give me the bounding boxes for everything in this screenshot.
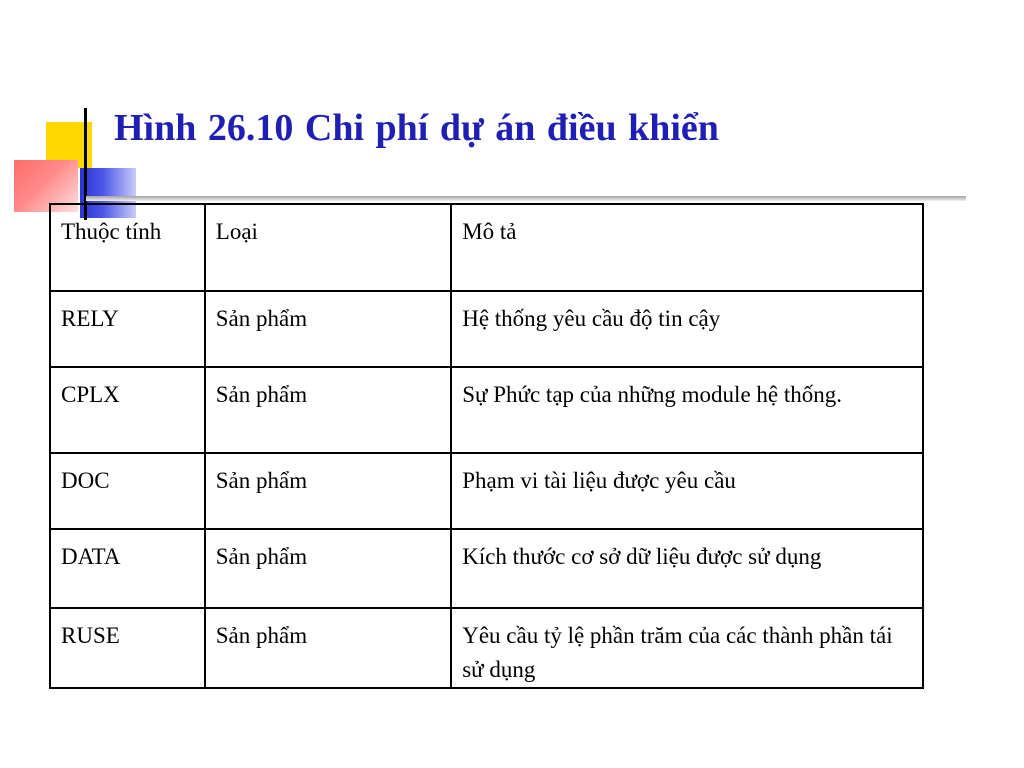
cell-description: Phạm vi tài liệu được yêu cầu [451,453,923,529]
table-header-row [50,204,923,291]
cell-attribute: RELY [50,291,205,367]
cell-attribute: RUSE [50,608,205,688]
cell-attribute: DATA [50,529,205,608]
cell-attribute: DOC [50,453,205,529]
cell-type: Sản phẩm [205,608,451,688]
table-row [50,291,923,367]
table-row [50,367,923,453]
header-cell-description: Mô tả [451,204,923,291]
attributes-table [49,203,924,689]
title-underline [86,196,966,201]
cell-description: Hệ thống yêu cầu độ tin cậy [451,291,923,367]
cell-type: Sản phẩm [205,291,451,367]
cell-description: Kích thước cơ sở dữ liệu được sử dụng [451,529,923,608]
table-row [50,453,923,529]
cell-attribute: CPLX [50,367,205,453]
slide-title: Hình 26.10 Chi phí dự án điều khiển [114,107,719,149]
header-cell-attribute: Thuộc tính [50,204,205,291]
cell-description: Sự Phức tạp của những module hệ thống. [451,367,923,453]
table-row [50,608,923,688]
cell-type: Sản phẩm [205,367,451,453]
header-cell-type: Loại [205,204,451,291]
cell-description: Yêu cầu tỷ lệ phần trăm của các thành phần tái sử dụng [451,608,923,688]
cell-type: Sản phẩm [205,529,451,608]
table-row [50,529,923,608]
cell-type: Sản phẩm [205,453,451,529]
